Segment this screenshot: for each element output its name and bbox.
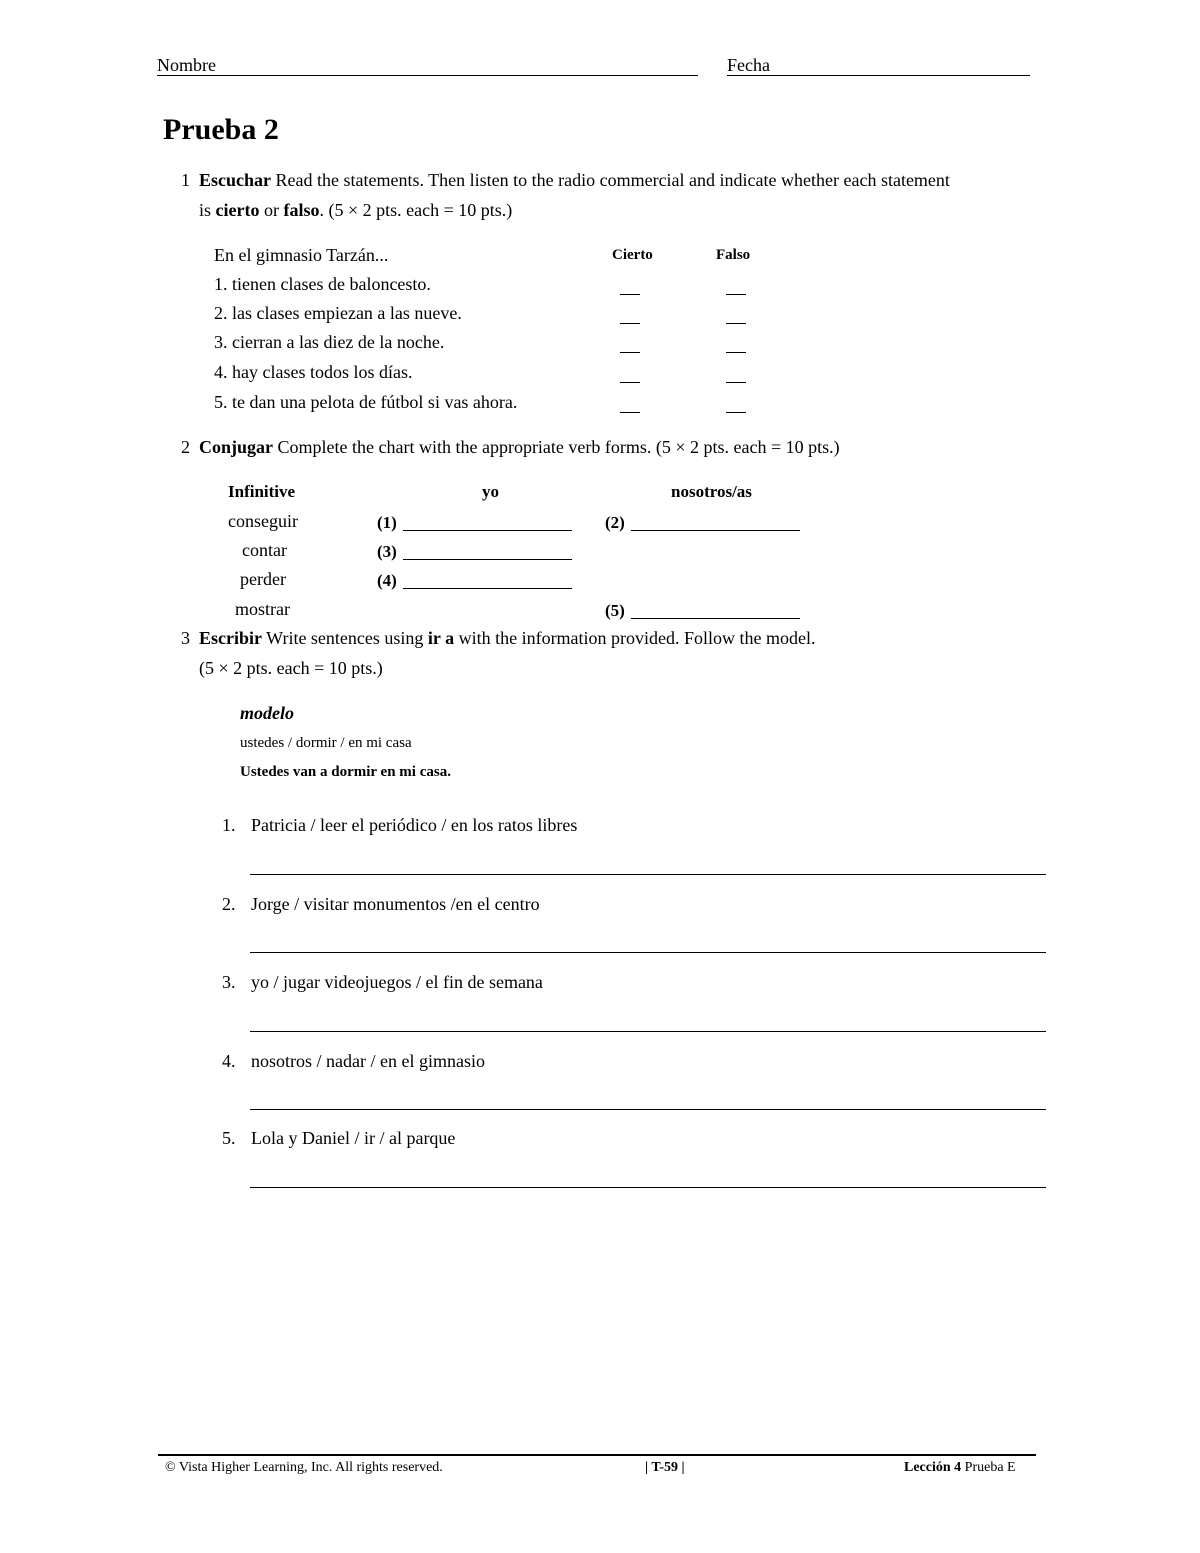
item-prompt: Jorge / visitar monumentos /en el centro [251, 894, 540, 914]
statement: 1. tienen clases de baloncesto. [214, 274, 431, 294]
statement: 5. te dan una pelota de fútbol si vas ahora. [214, 392, 518, 412]
item-number: 2. [222, 894, 236, 914]
footer-rule [158, 1454, 1036, 1456]
item-prompt: Lola y Daniel / ir / al parque [251, 1128, 456, 1148]
blank-label: (5) [605, 601, 625, 620]
verb-infinitive: mostrar [235, 599, 290, 619]
cierto-blank[interactable] [620, 323, 640, 324]
section3-points: (5 × 2 pts. each = 10 pts.) [199, 658, 383, 678]
answer-line[interactable] [250, 1187, 1046, 1188]
blank-label: (2) [605, 513, 625, 532]
cierto-blank[interactable] [620, 412, 640, 413]
answer-line[interactable] [250, 1109, 1046, 1110]
cierto-blank[interactable] [620, 352, 640, 353]
item-number: 1. [222, 815, 236, 835]
falso-blank[interactable] [726, 323, 746, 324]
section2-instructions: Conjugar Complete the chart with the appropriate verb forms. (5 × 2 pts. each = 10 pts.) [199, 437, 840, 457]
section3-instructions: Escribir Write sentences using ir a with the information provided. Follow the model. [199, 628, 816, 648]
item-number: 3. [222, 972, 236, 992]
falso-blank[interactable] [726, 382, 746, 383]
column-header-falso: Falso [716, 247, 751, 263]
section2-number: 2 [181, 437, 190, 457]
blank-label: (1) [377, 513, 397, 532]
page-title: Prueba 2 [163, 113, 279, 146]
item-number: 4. [222, 1051, 236, 1071]
footer-lesson: Lección 4 Prueba E [904, 1460, 1016, 1475]
statement: 4. hay clases todos los días. [214, 362, 413, 382]
verb-infinitive: contar [242, 540, 287, 560]
answer-line[interactable] [250, 1031, 1046, 1032]
answer-blank[interactable] [631, 618, 800, 619]
falso-blank[interactable] [726, 294, 746, 295]
section1-instructions-line1: Escuchar Read the statements. Then listen to the radio commercial and indicate whether each statement [199, 170, 950, 190]
section1-heading: Escuchar [199, 170, 271, 190]
footer-copyright: © Vista Higher Learning, Inc. All rights reserved. [165, 1460, 443, 1475]
falso-blank[interactable] [726, 412, 746, 413]
section3-number: 3 [181, 628, 190, 648]
section1-number: 1 [181, 170, 190, 190]
section1-intro: En el gimnasio Tarzán... [214, 245, 389, 265]
item-number: 5. [222, 1128, 236, 1148]
verb-infinitive: perder [240, 569, 286, 589]
statement: 3. cierran a las diez de la noche. [214, 332, 445, 352]
answer-blank[interactable] [631, 530, 800, 531]
column-header-nosotros: nosotros/as [671, 482, 752, 501]
answer-blank[interactable] [403, 559, 572, 560]
answer-line[interactable] [250, 952, 1046, 953]
blank-label: (3) [377, 542, 397, 561]
section2-heading: Conjugar [199, 437, 274, 457]
answer-blank[interactable] [403, 588, 572, 589]
date-field-line[interactable] [727, 75, 1030, 76]
item-prompt: Patricia / leer el periódico / en los ratos libres [251, 815, 578, 835]
column-header-infinitive: Infinitive [228, 482, 296, 501]
section3-heading: Escribir [199, 628, 262, 648]
model-answer: Ustedes van a dormir en mi casa. [240, 764, 451, 780]
falso-blank[interactable] [726, 352, 746, 353]
name-field-line[interactable] [157, 75, 698, 76]
model-label: modelo [240, 703, 294, 723]
cierto-blank[interactable] [620, 294, 640, 295]
model-prompt: ustedes / dormir / en mi casa [240, 735, 412, 751]
blank-label: (4) [377, 571, 397, 590]
section1-instructions-line2: is cierto or falso. (5 × 2 pts. each = 10 pts.) [199, 200, 513, 220]
answer-line[interactable] [250, 874, 1046, 875]
cierto-blank[interactable] [620, 382, 640, 383]
column-header-cierto: Cierto [612, 247, 653, 263]
date-label: Fecha [727, 55, 770, 75]
item-prompt: nosotros / nadar / en el gimnasio [251, 1051, 485, 1071]
statement: 2. las clases empiezan a las nueve. [214, 303, 462, 323]
name-label: Nombre [157, 55, 216, 75]
footer-page-number: | T-59 | [645, 1460, 685, 1475]
verb-infinitive: conseguir [228, 511, 298, 531]
column-header-yo: yo [482, 482, 499, 501]
answer-blank[interactable] [403, 530, 572, 531]
item-prompt: yo / jugar videojuegos / el fin de semana [251, 972, 543, 992]
